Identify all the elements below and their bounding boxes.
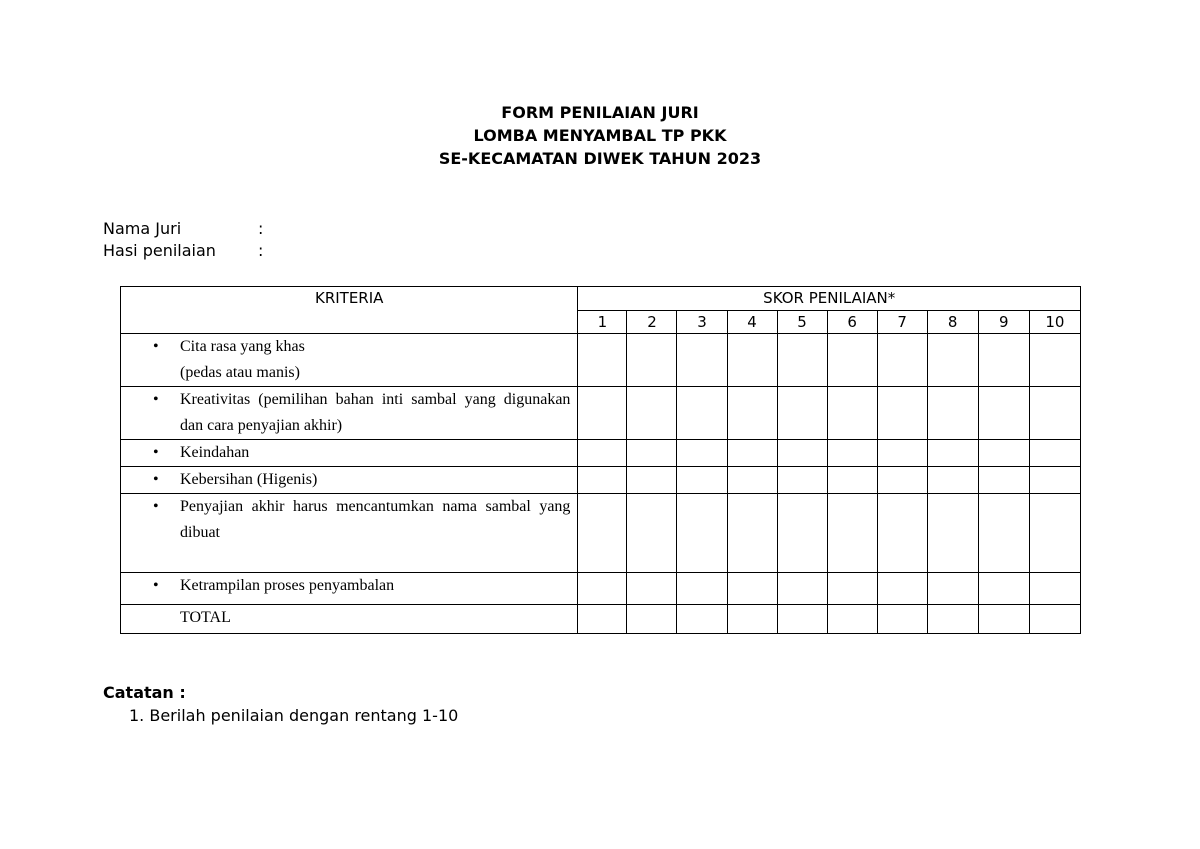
- total-score-cell[interactable]: [777, 605, 827, 634]
- total-score-cell[interactable]: [677, 605, 727, 634]
- title-line-2: LOMBA MENYAMBAL TP PKK: [473, 126, 727, 145]
- total-score-cell[interactable]: [727, 605, 777, 634]
- score-cell[interactable]: [777, 440, 827, 467]
- criteria-row: [121, 334, 1081, 387]
- score-cell[interactable]: [677, 494, 727, 573]
- score-cell[interactable]: [877, 440, 927, 467]
- notes-section: [103, 681, 458, 727]
- criteria-cell: [121, 467, 578, 494]
- score-cell[interactable]: [1029, 494, 1080, 573]
- score-cell[interactable]: [827, 387, 877, 440]
- bullet-icon: •: [153, 391, 159, 408]
- criteria-row: [121, 440, 1081, 467]
- score-column-header: 10: [1029, 311, 1080, 334]
- criteria-row: [121, 494, 1081, 573]
- score-cell[interactable]: [1029, 387, 1080, 440]
- scoring-table-body: [121, 287, 1081, 634]
- judge-name-colon: :: [258, 219, 264, 238]
- score-cell[interactable]: [877, 573, 927, 605]
- bullet-icon: •: [153, 498, 159, 515]
- score-cell[interactable]: [1029, 467, 1080, 494]
- score-cell[interactable]: [777, 387, 827, 440]
- score-cell[interactable]: [978, 467, 1029, 494]
- notes-list: [103, 704, 458, 727]
- total-row: [121, 605, 1081, 634]
- total-score-cell[interactable]: [827, 605, 877, 634]
- score-cell[interactable]: [978, 440, 1029, 467]
- score-cell[interactable]: [927, 467, 978, 494]
- bullet-icon: •: [153, 338, 159, 355]
- score-column-header: 6: [827, 311, 877, 334]
- result-row: [103, 240, 263, 262]
- criteria-text: Keindahan: [180, 444, 250, 461]
- score-cell[interactable]: [927, 573, 978, 605]
- criteria-row: [121, 573, 1081, 605]
- title-line-3: SE-KECAMATAN DIWEK TAHUN 2023: [438, 149, 762, 168]
- score-cell[interactable]: [927, 387, 978, 440]
- criteria-header: KRITERIA: [121, 287, 578, 334]
- score-cell[interactable]: [677, 334, 727, 387]
- total-score-cell[interactable]: [627, 605, 677, 634]
- score-cell[interactable]: [677, 387, 727, 440]
- note-item: 1. Berilah penilaian dengan rentang 1-10: [129, 706, 459, 725]
- criteria-cell: [121, 334, 578, 387]
- score-cell[interactable]: [877, 387, 927, 440]
- score-cell[interactable]: [1029, 334, 1080, 387]
- scoring-table: [120, 286, 1081, 634]
- score-column-header: 8: [927, 311, 978, 334]
- score-cell[interactable]: [627, 387, 677, 440]
- score-cell[interactable]: [627, 494, 677, 573]
- score-cell[interactable]: [978, 387, 1029, 440]
- bullet-icon: •: [153, 577, 159, 594]
- result-colon: :: [258, 241, 264, 260]
- score-cell[interactable]: [677, 573, 727, 605]
- score-cell[interactable]: [827, 467, 877, 494]
- score-cell[interactable]: [777, 467, 827, 494]
- score-cell[interactable]: [727, 334, 777, 387]
- score-cell[interactable]: [727, 387, 777, 440]
- score-cell[interactable]: [727, 494, 777, 573]
- score-cell[interactable]: [578, 467, 627, 494]
- total-score-cell[interactable]: [877, 605, 927, 634]
- score-header: SKOR PENILAIAN*: [578, 287, 1081, 311]
- score-cell[interactable]: [777, 334, 827, 387]
- total-score-cell[interactable]: [1029, 605, 1080, 634]
- form-title: [0, 101, 1200, 170]
- notes-title: Catatan :: [103, 683, 186, 702]
- score-cell[interactable]: [578, 573, 627, 605]
- criteria-cell: [121, 387, 578, 440]
- score-cell[interactable]: [877, 494, 927, 573]
- score-cell[interactable]: [927, 494, 978, 573]
- score-column-header: 7: [877, 311, 927, 334]
- score-column-header: 5: [777, 311, 827, 334]
- total-score-cell[interactable]: [927, 605, 978, 634]
- header-row: [121, 287, 1081, 311]
- score-cell[interactable]: [827, 334, 877, 387]
- score-cell[interactable]: [578, 440, 627, 467]
- score-cell[interactable]: [677, 467, 727, 494]
- score-column-header: 1: [578, 311, 627, 334]
- score-cell[interactable]: [627, 334, 677, 387]
- criteria-text-line-2: (pedas atau manis): [180, 364, 300, 381]
- criteria-text: Cita rasa yang khas: [180, 338, 305, 355]
- criteria-text: Ketrampilan proses penyambalan: [180, 577, 395, 594]
- bullet-icon: •: [153, 471, 159, 488]
- score-cell[interactable]: [927, 440, 978, 467]
- score-cell[interactable]: [627, 467, 677, 494]
- total-score-cell[interactable]: [578, 605, 627, 634]
- score-cell[interactable]: [978, 334, 1029, 387]
- total-score-cell[interactable]: [978, 605, 1029, 634]
- criteria-text: Kreativitas (pemilihan bahan inti sambal yang digunakan dan cara penyajian akhir): [180, 391, 571, 434]
- score-cell[interactable]: [877, 467, 927, 494]
- title-line-1: FORM PENILAIAN JURI: [501, 103, 699, 122]
- judge-name-row: [103, 218, 263, 240]
- criteria-cell: [121, 440, 578, 467]
- score-cell[interactable]: [827, 440, 877, 467]
- score-cell[interactable]: [1029, 573, 1080, 605]
- judge-name-label: Nama Juri: [103, 219, 182, 238]
- score-cell[interactable]: [677, 440, 727, 467]
- criteria-row: [121, 387, 1081, 440]
- criteria-text: Kebersihan (Higenis): [180, 471, 318, 488]
- score-cell[interactable]: [627, 573, 677, 605]
- total-label: TOTAL: [121, 605, 578, 634]
- score-cell[interactable]: [578, 494, 627, 573]
- score-cell[interactable]: [727, 573, 777, 605]
- score-cell[interactable]: [927, 334, 978, 387]
- score-cell[interactable]: [777, 573, 827, 605]
- criteria-cell: [121, 494, 578, 573]
- score-cell[interactable]: [978, 573, 1029, 605]
- score-cell[interactable]: [727, 467, 777, 494]
- score-column-header: 9: [978, 311, 1029, 334]
- criteria-text: Penyajian akhir harus mencantumkan nama sambal yang dibuat: [180, 498, 571, 541]
- score-cell[interactable]: [1029, 440, 1080, 467]
- result-label: Hasi penilaian: [103, 241, 216, 260]
- score-cell[interactable]: [727, 440, 777, 467]
- score-column-header: 3: [677, 311, 727, 334]
- score-cell[interactable]: [578, 334, 627, 387]
- bullet-icon: •: [153, 444, 159, 461]
- score-cell[interactable]: [827, 494, 877, 573]
- criteria-cell: [121, 573, 578, 605]
- score-cell[interactable]: [978, 494, 1029, 573]
- score-cell[interactable]: [578, 387, 627, 440]
- score-column-header: 2: [627, 311, 677, 334]
- judge-info: [103, 218, 263, 262]
- score-column-header: 4: [727, 311, 777, 334]
- criteria-row: [121, 467, 1081, 494]
- score-cell[interactable]: [877, 334, 927, 387]
- score-cell[interactable]: [627, 440, 677, 467]
- score-cell[interactable]: [777, 494, 827, 573]
- score-cell[interactable]: [827, 573, 877, 605]
